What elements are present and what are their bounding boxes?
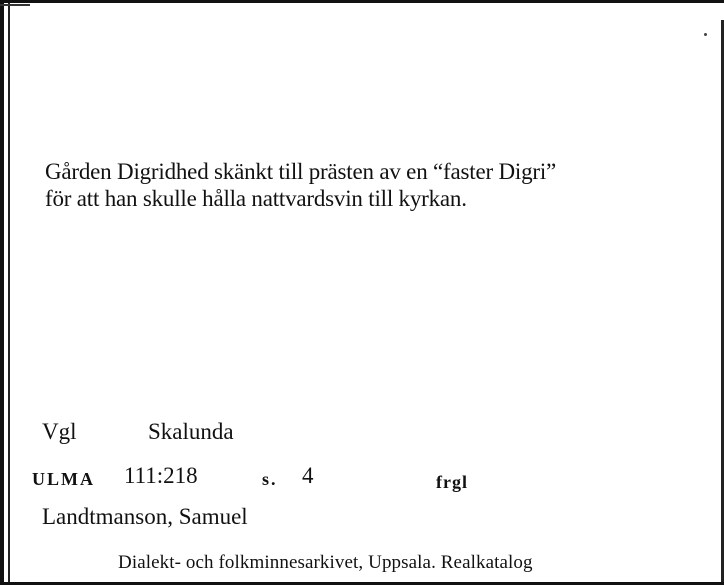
region-label: Vgl xyxy=(42,419,77,444)
card-border-left xyxy=(0,0,4,585)
card-body-text xyxy=(45,158,685,212)
scan-speck xyxy=(704,33,707,36)
card-border-top xyxy=(0,0,724,3)
card-border-top-mark xyxy=(0,4,30,6)
card-border-left-inner xyxy=(8,0,10,585)
archive-code: ULMA xyxy=(32,469,95,489)
accession-number: 111:218 xyxy=(124,463,198,488)
text-line-1: Gården Digridhed skänkt till prästen av en “faster Digri” xyxy=(45,159,557,184)
page-number: 4 xyxy=(302,463,314,488)
page-label: s. xyxy=(262,469,278,489)
parish-label: Skalunda xyxy=(148,419,234,444)
text-line-2: för att han skulle hålla nattvardsvin till kyrkan. xyxy=(45,186,467,211)
category-code: frgl xyxy=(436,472,468,492)
informant-name: Landtmanson, Samuel xyxy=(42,504,248,529)
card-footer: Dialekt- och folkminnesarkivet, Uppsala. Realkatalog xyxy=(118,552,533,573)
